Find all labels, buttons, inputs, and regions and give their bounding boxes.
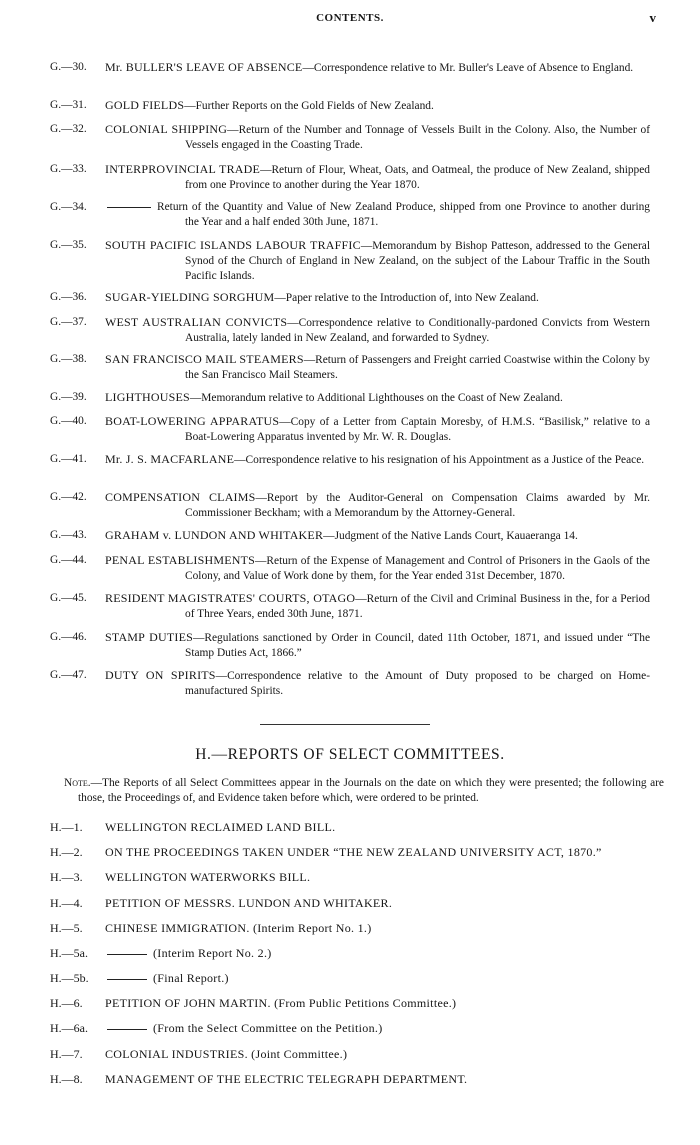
entry-code: H.—1.	[50, 820, 83, 834]
entry-title: Mr. BULLER'S LEAVE OF ABSENCE	[105, 60, 303, 74]
ditto-dash	[107, 954, 147, 955]
entry-code: G.—31.	[50, 99, 87, 111]
entry-description: —Paper relative to the Introduction of, into New Zealand.	[274, 292, 539, 304]
entry-description: —Correspondence relative to Conditionally-pardoned Convicts from Western Australia, lately landed in New Zealand, and forwarded to Sydney.	[185, 317, 650, 344]
contents-entry	[50, 971, 650, 986]
entry-code: G.—39.	[50, 391, 87, 403]
entry-code: H.—5b.	[50, 971, 89, 985]
entry-code: G.—34.	[50, 201, 87, 213]
entry-description: —Return of the Number and Tonnage of Vessels Built in the Colony. Also, the Number of Vessels engaged in the Coasting Trade.	[185, 124, 650, 151]
contents-entry	[50, 315, 650, 346]
entry-title: INTERPROVINCIAL TRADE	[105, 162, 261, 176]
entry-title: SAN FRANCISCO MAIL STEAMERS	[105, 352, 304, 366]
entry-code: G.—35.	[50, 239, 87, 251]
page-header	[0, 0, 700, 40]
entry-title: LIGHTHOUSES	[105, 390, 190, 404]
entry-title: WELLINGTON WATERWORKS BILL.	[105, 870, 311, 884]
entry-description: —Return of the Civil and Criminal Business in the, for a Period of Three Years, ended 30th June, 1871.	[185, 593, 650, 620]
contents-entry	[50, 200, 650, 230]
page-number: v	[649, 10, 656, 25]
contents-entry	[50, 162, 650, 193]
entry-title: (Final Report.)	[153, 971, 229, 985]
contents-entry	[50, 122, 650, 153]
entry-code: H.—6a.	[50, 1021, 88, 1035]
entry-code: G.—42.	[50, 491, 87, 503]
entry-code: G.—47.	[50, 669, 87, 681]
contents-entry	[50, 845, 650, 860]
note-label: Note.	[64, 777, 91, 789]
entry-description: —Memorandum relative to Additional Lighthouses on the Coast of New Zealand.	[189, 392, 563, 404]
contents-entry	[50, 946, 650, 961]
entry-title: BOAT-LOWERING APPARATUS	[105, 414, 280, 428]
section-note	[64, 776, 664, 806]
entry-title: RESIDENT MAGISTRATES' COURTS, OTAGO	[105, 591, 356, 605]
contents-entry	[50, 452, 650, 468]
entry-title: Mr. J. S. MACFARLANE	[105, 452, 235, 466]
entry-description: —Correspondence relative to his resignation of his Appointment as a Justice of the Peace.	[234, 454, 645, 466]
entry-code: G.—41.	[50, 453, 87, 465]
entry-description: —Memorandum by Bishop Patteson, addressed to the General Synod of the Church of England in New Zealand, on the subject of the Labour Traffic in the South Pacific Islands.	[185, 240, 650, 282]
contents-entry	[50, 60, 650, 76]
entry-title: COMPENSATION CLAIMS	[105, 490, 256, 504]
entry-code: H.—5.	[50, 921, 83, 935]
entry-description: —Report by the Auditor-General on Compensation Claims awarded by Mr. Commissioner Beckham; with a Memorandum by the Attorney-General.	[185, 492, 651, 519]
contents-entry	[50, 238, 650, 284]
entry-code: G.—45.	[50, 592, 87, 604]
ditto-dash	[107, 1029, 147, 1030]
entry-title: PENAL ESTABLISHMENTS	[105, 553, 256, 567]
contents-entry	[50, 870, 650, 885]
entry-description: —Copy of a Letter from Captain Moresby, of H.M.S. “Basilisk,” relative to a Boat-Lowering Apparatus invented by Mr. W. R. Douglas.	[185, 416, 651, 443]
entry-code: H.—3.	[50, 870, 83, 884]
entry-title: MANAGEMENT OF THE ELECTRIC TELEGRAPH DEPARTMENT.	[105, 1072, 468, 1086]
entry-code: H.—2.	[50, 845, 83, 859]
contents-entry	[50, 1047, 650, 1062]
running-title: CONTENTS.	[316, 12, 384, 24]
ditto-dash	[107, 979, 147, 980]
entry-description: —Regulations sanctioned by Order in Council, dated 11th October, 1871, and issued under “The Stamp Duties Act, 1866.”	[185, 632, 651, 659]
entry-code: G.—38.	[50, 353, 87, 365]
contents-entry	[50, 553, 650, 584]
entry-code: G.—40.	[50, 415, 87, 427]
entry-title: DUTY ON SPIRITS	[105, 668, 216, 682]
entry-description: —Further Reports on the Gold Fields of New Zealand.	[184, 100, 434, 112]
contents-entry	[50, 98, 650, 114]
entry-code: H.—7.	[50, 1047, 83, 1061]
entry-title: GRAHAM v. LUNDON AND WHITAKER	[105, 528, 324, 542]
entry-code: G.—44.	[50, 554, 87, 566]
entry-title: SOUTH PACIFIC ISLANDS LABOUR TRAFFIC	[105, 238, 361, 252]
contents-entry	[50, 668, 650, 699]
entry-description: —Correspondence relative to Mr. Buller's Leave of Absence to England.	[302, 62, 634, 74]
entry-title: GOLD FIELDS	[105, 98, 185, 112]
contents-entry	[50, 528, 650, 544]
contents-entry	[50, 591, 650, 622]
entry-description: —Judgment of the Native Lands Court, Kauaeranga 14.	[323, 530, 578, 542]
entry-description: —Return of Passengers and Freight carried Coastwise within the Colony by the San Francisco Mail Steamers.	[185, 354, 651, 381]
contents-entry	[50, 414, 650, 445]
contents-entry	[50, 921, 650, 936]
entry-code: G.—33.	[50, 163, 87, 175]
entry-code: H.—4.	[50, 896, 83, 910]
contents-entry	[50, 896, 650, 911]
entry-title: CHINESE IMMIGRATION. (Interim Report No. 1.)	[105, 921, 372, 935]
entry-code: G.—32.	[50, 123, 87, 135]
entry-code: H.—6.	[50, 996, 83, 1010]
contents-entry	[50, 820, 650, 835]
entry-title: PETITION OF MESSRS. LUNDON AND WHITAKER.	[105, 896, 393, 910]
entry-code: G.—37.	[50, 316, 87, 328]
entry-description: —Return of the Expense of Management and Control of Prisoners in the Gaols of the Colony, and Value of Work done by them, for the Year ended 31st December, 1870.	[185, 555, 650, 582]
ditto-dash	[107, 207, 151, 208]
entry-description: —Return of Flour, Wheat, Oats, and Oatmeal, the produce of New Zealand, shipped from one Province to another during the Year 1870.	[185, 164, 651, 191]
contents-entry	[50, 490, 650, 521]
entry-code: G.—36.	[50, 291, 87, 303]
entry-title: STAMP DUTIES	[105, 630, 193, 644]
entry-title: COLONIAL INDUSTRIES. (Joint Committee.)	[105, 1047, 348, 1061]
contents-entry	[50, 1072, 650, 1087]
note-text: —The Reports of all Select Committees appear in the Journals on the date on which they were presented; the following are those, the Proceedings of, and Evidence taken before which, were ordered to be printed.	[78, 777, 664, 804]
section-divider	[260, 724, 430, 725]
entry-title: COLONIAL SHIPPING	[105, 122, 228, 136]
entry-title: SUGAR-YIELDING SORGHUM	[105, 290, 275, 304]
entry-description: —Correspondence relative to the Amount of Duty proposed to be charged on Home-manufactured Spirits.	[185, 670, 650, 697]
contents-entry	[50, 996, 650, 1011]
contents-entry	[50, 630, 650, 661]
contents-entry	[50, 1021, 650, 1036]
entry-title: WELLINGTON RECLAIMED LAND BILL.	[105, 820, 336, 834]
entry-title: (Interim Report No. 2.)	[153, 946, 272, 960]
section-heading: H.—REPORTS OF SELECT COMMITTEES.	[195, 746, 505, 763]
entry-title: WEST AUSTRALIAN CONVICTS	[105, 315, 288, 329]
entry-code: H.—8.	[50, 1072, 83, 1086]
contents-entry	[50, 390, 650, 406]
contents-entry	[50, 290, 650, 306]
entry-title: PETITION OF JOHN MARTIN. (From Public Petitions Committee.)	[105, 996, 457, 1010]
entry-code: G.—30.	[50, 61, 87, 73]
entry-code: G.—43.	[50, 529, 87, 541]
contents-entry	[50, 352, 650, 383]
entry-title: (From the Select Committee on the Petition.)	[153, 1021, 383, 1035]
entry-title: ON THE PROCEEDINGS TAKEN UNDER “THE NEW ZEALAND UNIVERSITY ACT, 1870.”	[105, 845, 602, 859]
entry-code: G.—46.	[50, 631, 87, 643]
entry-code: H.—5a.	[50, 946, 88, 960]
entry-description: Return of the Quantity and Value of New Zealand Produce, shipped from one Province to another during the Year and a half ended 30th June, 1871.	[157, 201, 650, 228]
